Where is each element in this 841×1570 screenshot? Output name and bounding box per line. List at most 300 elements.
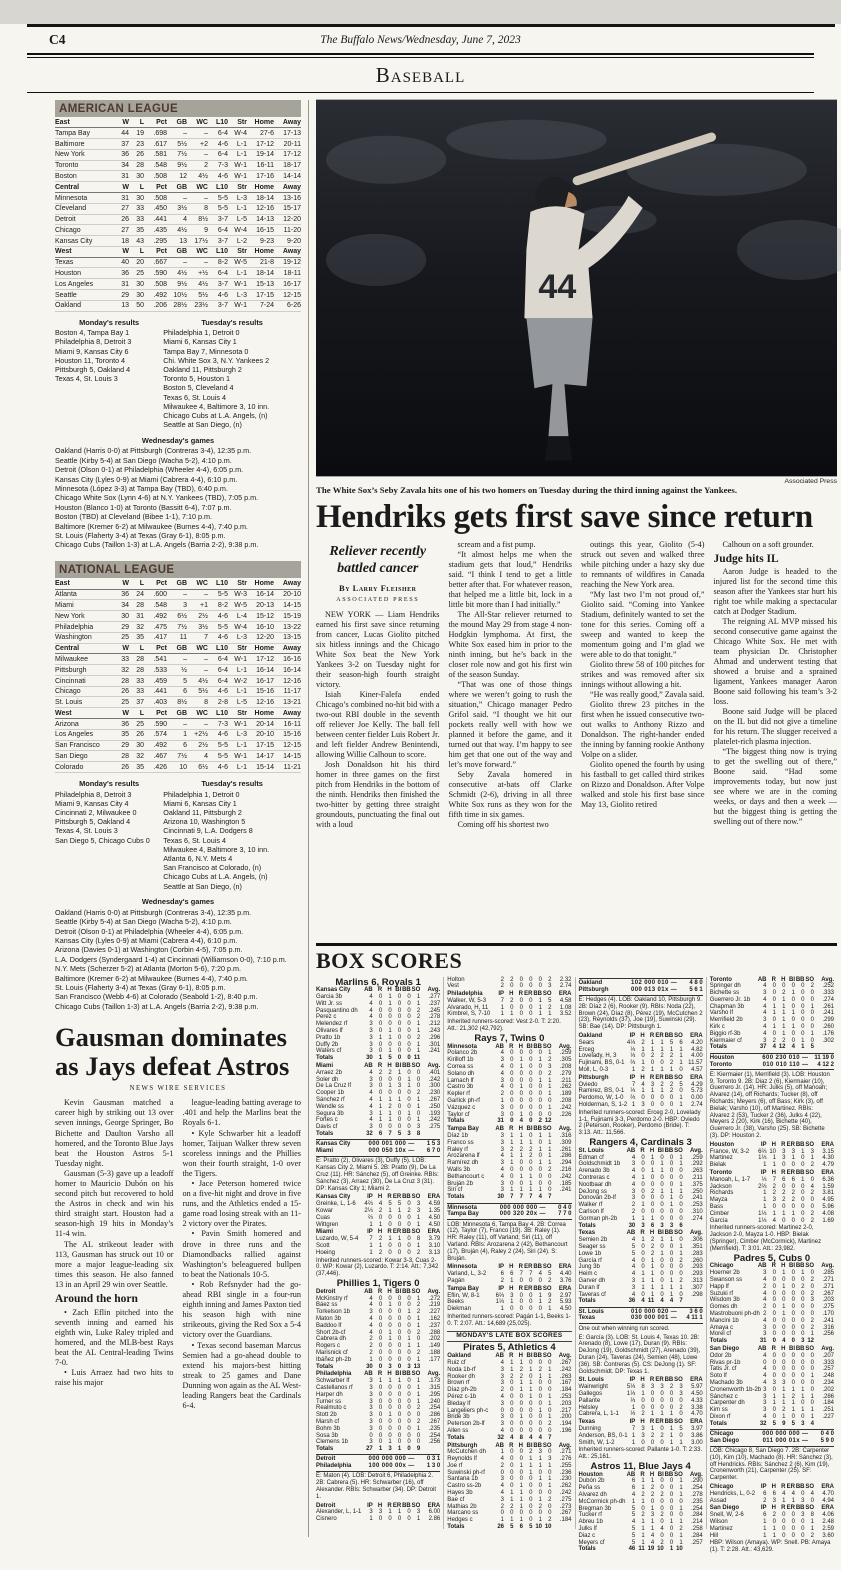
batting-table	[710, 1346, 834, 1428]
player-name: Santana 1b	[447, 1476, 478, 1483]
stat-value: 0	[791, 1317, 795, 1324]
stat-value: 1	[388, 1439, 392, 1446]
pitching-table	[447, 991, 571, 1018]
stat-value: –	[183, 194, 187, 202]
player-name: Castellanos rf	[316, 1384, 353, 1391]
stat-value: 1	[782, 1030, 786, 1037]
lead-photo	[316, 100, 837, 476]
stat-value: 2	[669, 1060, 674, 1067]
stat-value: 6	[378, 1131, 383, 1138]
stat-value: 0	[538, 1393, 542, 1400]
linescore-row	[710, 1062, 834, 1069]
stat-value: 8-2	[217, 602, 228, 610]
stat-value: 3	[548, 983, 552, 990]
stat-value: 0	[669, 1175, 674, 1182]
stat-value: 0	[529, 1133, 533, 1140]
stat-row	[447, 1463, 571, 1470]
linescore	[710, 1429, 834, 1447]
player-name: Bregman 3b	[578, 1505, 612, 1512]
stat-row	[579, 1258, 703, 1265]
stat-value: 9-20	[286, 237, 301, 245]
stat-value: 16-10	[256, 623, 274, 631]
stat-value: .295	[153, 237, 167, 245]
newspaper-page	[0, 24, 841, 1570]
stat-value: 13-22	[283, 623, 301, 631]
player-name: Tucker rf	[578, 1512, 602, 1519]
stat-row	[316, 1433, 440, 1440]
stat-row	[447, 1387, 571, 1394]
stat-value: .574	[153, 731, 167, 739]
avg-value: 1.69	[822, 1217, 834, 1224]
stat-value: 16-14	[256, 666, 274, 674]
article-deck: Reliever recently battled cancer	[329, 543, 427, 576]
stat-value: .459	[153, 677, 167, 685]
stat-row	[447, 1278, 571, 1285]
stat-value: 0	[529, 1421, 533, 1428]
stat-value: 2	[763, 1283, 767, 1290]
stat-value: 0	[529, 1050, 533, 1057]
player-name: Oviedo	[578, 1081, 598, 1088]
table-header	[579, 1472, 703, 1479]
stat-value: 3½	[177, 205, 187, 213]
stat-value: 17½	[194, 237, 208, 245]
stat-value: 0	[669, 1271, 674, 1278]
stat-row	[579, 1161, 703, 1168]
team-name: Boston	[55, 173, 77, 180]
player-name: Anderson, BS, 0-1	[578, 1432, 628, 1439]
stat-value: 0	[641, 1195, 645, 1202]
table-header	[579, 1377, 703, 1384]
stat-value: 1	[538, 1160, 542, 1167]
avg-value: .242	[428, 1076, 441, 1083]
stat-value: 6-26	[286, 302, 301, 310]
stat-value: 1	[650, 1284, 655, 1291]
player-name: Dixon rf	[709, 1413, 731, 1420]
stat-value: 0	[529, 1077, 533, 1084]
column-header: H	[640, 1074, 645, 1081]
stat-value: 0	[650, 1498, 655, 1505]
stat-value: 0	[407, 1007, 411, 1014]
avg-value: .237	[428, 1322, 441, 1329]
stat-value: 0	[669, 1257, 674, 1264]
column-header: L	[139, 248, 144, 256]
stat-value: 0	[388, 1124, 392, 1131]
stat-value: 3	[369, 1041, 373, 1048]
player-name: Correa ss	[447, 1064, 474, 1071]
column-header: BB	[402, 1063, 411, 1070]
left-column	[55, 100, 308, 1537]
stat-value: 1	[801, 1407, 805, 1414]
stat-value: 0	[679, 1088, 683, 1095]
table-header	[316, 1371, 440, 1378]
dash: —	[539, 1204, 546, 1211]
avg-value: .259	[559, 1050, 572, 1057]
avg-value: .257	[822, 1366, 834, 1373]
column-header: GB	[176, 119, 187, 127]
stat-value: 4	[204, 752, 208, 760]
column-header: AB	[364, 1063, 373, 1070]
stat-value: 0	[510, 1469, 514, 1476]
box-note: One out when winning run scored.	[578, 1325, 670, 1332]
stat-value: 2	[801, 1283, 805, 1290]
avg-value: .278	[428, 1014, 441, 1021]
stat-row	[579, 1384, 703, 1391]
stat-row	[447, 1057, 571, 1064]
stat-value: 40	[121, 259, 129, 267]
stat-value: 14-17	[256, 752, 274, 760]
stat-row	[579, 1102, 703, 1109]
stat-row	[710, 1017, 834, 1024]
stat-value: 1	[407, 1110, 411, 1117]
stat-value: 0	[510, 1118, 514, 1125]
stat-value: 1	[669, 1519, 674, 1526]
avg-value: .196	[559, 1427, 572, 1434]
column-header: H	[518, 1126, 523, 1133]
stat-row	[579, 1506, 703, 1513]
stat-value: 12	[778, 1044, 786, 1051]
stat-value: 0	[791, 1379, 795, 1386]
stat-value: 0	[407, 1405, 411, 1412]
stat-value: 3	[388, 1446, 392, 1453]
stat-row	[316, 1336, 440, 1343]
player-name: Fortes c	[316, 1117, 338, 1124]
stat-value: 16-11	[283, 720, 301, 728]
column-header: ERA	[558, 1264, 572, 1271]
stat-value: 1	[548, 1306, 552, 1313]
column-header: BB	[402, 1194, 411, 1201]
player-name: Totals	[578, 1546, 596, 1553]
stat-value: 0	[388, 1391, 392, 1398]
stat-value: 1	[397, 1208, 402, 1214]
stat-value: 0	[782, 1317, 786, 1324]
stat-value: 0	[538, 1050, 542, 1057]
column-header: R	[509, 1043, 514, 1050]
player-name: McCutchen dh	[447, 1449, 486, 1456]
stat-value: 1	[548, 1483, 552, 1490]
stat-value: 0	[772, 1386, 776, 1393]
player-name: García rf	[578, 1257, 602, 1264]
innings: 102 000 010	[630, 980, 669, 986]
stat-value: 0	[650, 1202, 655, 1209]
dash: —	[408, 1148, 415, 1155]
column-header: SO	[805, 1141, 814, 1148]
batting-table	[316, 1063, 440, 1138]
avg-value: .236	[559, 1469, 572, 1476]
stat-row	[316, 1243, 440, 1250]
player-name: Martinez	[709, 1525, 733, 1532]
stat-value: 1	[548, 1139, 552, 1146]
stat-value: 1	[650, 1039, 655, 1046]
stat-value: 0	[529, 1359, 533, 1366]
stat-row	[710, 1024, 834, 1031]
stat-row	[316, 1048, 440, 1055]
column-header: ERA	[427, 1194, 441, 1201]
column-header: BI	[526, 1126, 533, 1133]
stat-value: 1	[641, 1519, 645, 1526]
stat-value: 18-14	[256, 270, 274, 278]
stat-value: 7-24	[259, 302, 274, 310]
player-name: Holton	[447, 976, 465, 983]
standings-row	[55, 128, 301, 139]
stat-value: 0	[782, 1373, 786, 1380]
avg-value: 2.97	[559, 1292, 572, 1299]
linescore	[447, 1203, 571, 1221]
stat-value: 0	[538, 983, 542, 990]
avg-value: .189	[559, 1091, 572, 1098]
player-name: McKinstry rf	[316, 1295, 348, 1302]
stat-value: 0	[529, 1517, 533, 1524]
cleats	[544, 436, 572, 460]
run-hit-error: 4 8 0	[689, 980, 703, 986]
player-name: Hayes 3b	[447, 1490, 473, 1497]
stat-value: 2	[548, 1299, 552, 1306]
stat-value: 1	[679, 1478, 683, 1485]
stat-value: 1	[369, 1249, 373, 1256]
dash: —	[408, 1456, 415, 1463]
stat-value: 1⅓	[758, 1210, 767, 1217]
avg-value: 2.86	[428, 1516, 441, 1523]
avg-value: 2.59	[822, 1525, 834, 1532]
stat-value: 1	[650, 1526, 655, 1533]
linescore-row	[579, 1309, 703, 1316]
stat-value: 5-5	[217, 742, 228, 750]
stat-value: 1	[801, 1386, 805, 1393]
stat-value: 0	[529, 1104, 533, 1111]
column-header: AB	[364, 1371, 373, 1378]
stat-value: 1	[641, 1046, 645, 1053]
stat-value: 0	[782, 1352, 786, 1359]
stat-value: 2	[510, 976, 514, 983]
divider	[316, 943, 837, 946]
standings-row	[55, 741, 301, 752]
result-line: San Francisco (Webb 4-6) at Colorado (Seabold 1-2), 8:40 p.m.	[55, 992, 258, 1002]
stat-row	[579, 1053, 703, 1060]
stat-value: 0	[650, 1404, 655, 1411]
stat-value: 1	[529, 1387, 533, 1394]
stat-value: 0	[500, 1510, 504, 1517]
stat-value: 0	[529, 1306, 533, 1313]
stat-value: 1	[548, 1133, 552, 1140]
stat-value: 0	[407, 1398, 411, 1405]
stat-value: 28½	[173, 302, 187, 310]
stat-value: 0	[529, 1483, 533, 1490]
player-name: Jackson	[709, 1183, 732, 1190]
stat-value: 1	[782, 1393, 786, 1400]
stat-value: 0	[810, 990, 814, 997]
column-header: R	[771, 1345, 776, 1352]
stat-value: 1	[763, 1532, 767, 1539]
player-name: Vest	[447, 983, 459, 990]
avg-value: .184	[559, 1387, 572, 1394]
player-name: McCormick ph-dh	[578, 1498, 626, 1505]
player-name: Cooper 1b	[316, 1090, 345, 1097]
column-header: ER	[524, 1264, 533, 1271]
stat-value: 0	[529, 997, 533, 1004]
stat-value: 1	[791, 1497, 795, 1504]
stat-value: 0	[782, 1324, 786, 1331]
stat-value: 4	[782, 1490, 786, 1497]
stat-value: 5	[631, 1250, 636, 1257]
stat-value: 0	[510, 1407, 514, 1414]
result-line: Seattle (Kirby 5-4) at San Diego (Wacha 5-2), 4:10 p.m.	[55, 917, 232, 927]
stat-value: 0	[660, 1257, 664, 1264]
column-header: BB	[402, 1371, 411, 1378]
avg-value: .208	[559, 1098, 572, 1105]
player-name: Totals	[447, 1118, 465, 1125]
avg-value: .279	[559, 1070, 572, 1077]
stat-value: 0	[791, 1338, 795, 1345]
stat-value: 0	[397, 1343, 402, 1350]
stat-value: 2	[548, 1517, 552, 1524]
player-name: Castro 3b	[447, 1084, 474, 1091]
stat-value: 1	[529, 1456, 533, 1463]
stat-value: 5	[810, 1044, 814, 1051]
table-header	[579, 1033, 703, 1040]
stat-value: 1	[510, 1490, 514, 1497]
stat-value: 0	[529, 1070, 533, 1077]
avg-value: 4.70	[822, 1490, 834, 1497]
avg-value: 4.33	[691, 1397, 703, 1404]
stat-value: 1	[679, 1439, 683, 1446]
stat-value: 0	[529, 1476, 533, 1483]
stat-value: 1	[538, 1496, 542, 1503]
column-header: H	[781, 1263, 786, 1270]
stat-value: 1	[519, 1483, 523, 1490]
column-header: SO	[542, 1126, 552, 1133]
stat-value: 0	[650, 1390, 655, 1397]
column-header: H	[640, 1377, 645, 1384]
stat-value: 1	[810, 1155, 814, 1162]
stat-value: 0	[548, 1111, 552, 1118]
player-name: Siri cf	[447, 1187, 463, 1194]
stat-value: 1	[538, 997, 542, 1004]
avg-value: .307	[691, 1284, 703, 1291]
stat-value: 3-7	[217, 237, 228, 245]
stat-value: 0	[650, 1102, 655, 1109]
team-name: Chicago	[709, 1484, 734, 1491]
stat-row	[316, 1111, 440, 1118]
column-header: H	[509, 1264, 514, 1271]
stat-value: 0	[772, 1276, 776, 1283]
stat-row	[710, 1190, 834, 1197]
jersey-number: 44	[538, 267, 577, 306]
batting-table	[579, 1230, 703, 1305]
stat-value: 0	[407, 1418, 411, 1425]
stat-value: 35	[136, 763, 144, 771]
stat-value: 0	[510, 1421, 514, 1428]
stat-value: 4	[763, 1030, 767, 1037]
stat-value: 4	[500, 1050, 504, 1057]
stat-value: 0	[641, 1154, 645, 1161]
run-hit-error: 5 6 1	[689, 986, 703, 993]
stat-row	[316, 1070, 440, 1077]
stat-row	[579, 1155, 703, 1162]
stat-value: 1	[548, 1393, 552, 1400]
stat-value: 0	[397, 1302, 402, 1309]
stat-value: 0	[529, 1160, 533, 1167]
stat-row	[579, 1244, 703, 1251]
column-header: ER	[524, 1285, 533, 1292]
stat-value: 1	[801, 1270, 805, 1277]
stat-value: 1	[791, 1386, 795, 1393]
stat-value: 3	[500, 1496, 504, 1503]
player-name: Díaz ph-2b	[447, 1387, 477, 1394]
stat-value: 0	[378, 1439, 383, 1446]
stat-row	[447, 1011, 571, 1018]
column-header: IP	[367, 1194, 373, 1201]
stat-value: 1	[772, 1525, 776, 1532]
player-name: Chapman 3b	[709, 1003, 745, 1010]
pitching-table	[316, 1503, 440, 1523]
table-header	[447, 1264, 571, 1271]
stat-value: 6-4	[217, 129, 228, 137]
stat-value: 5	[791, 1420, 795, 1427]
player-name: Pérez c-1b	[447, 1393, 477, 1400]
stat-value: 1	[397, 1097, 402, 1104]
stat-row	[447, 998, 571, 1005]
result-line: Texas 4, St. Louis 3	[55, 826, 118, 836]
stat-value: 7-3	[217, 162, 228, 170]
stat-value: 0	[660, 1425, 664, 1432]
stat-value: 2	[650, 1432, 655, 1439]
stat-value: 0	[510, 1084, 514, 1091]
result-line: Pittsburgh 5, Oakland 4	[55, 365, 131, 375]
stat-value: 1	[669, 1284, 674, 1291]
stat-row	[316, 1439, 440, 1446]
player-name: Bichette ss	[709, 990, 740, 997]
stat-value: 1	[510, 1160, 514, 1167]
stat-value: 0	[810, 1270, 814, 1277]
table-header	[447, 1353, 571, 1360]
player-name: Bethancourt c	[447, 1173, 485, 1180]
stat-value: 1	[378, 1221, 383, 1228]
avg-value: .254	[428, 1405, 441, 1412]
stat-value: 0	[519, 1292, 523, 1299]
column-header: R	[781, 1170, 786, 1177]
stat-value: 2	[810, 1190, 814, 1197]
result-line: Milwaukee 4, Baltimore 3, 10 inn.	[163, 844, 270, 854]
stat-value: 0	[407, 1439, 411, 1446]
stat-value: 2-8	[217, 699, 228, 707]
column-header: AB	[495, 1043, 504, 1050]
player-name: Turner ss	[316, 1398, 342, 1405]
stat-value: 0	[397, 1405, 402, 1412]
stat-value: 1	[407, 1083, 411, 1090]
stat-value: 3	[369, 1021, 373, 1028]
innings: 000 001 000	[368, 1141, 407, 1148]
stat-value: 5½	[198, 688, 208, 696]
league-header-bar: AMERICAN LEAGUE	[55, 100, 301, 117]
stat-value: .492	[153, 612, 167, 620]
stat-value: 0	[378, 1076, 383, 1083]
stat-value: 0	[397, 1322, 402, 1329]
stat-row	[579, 1195, 703, 1202]
stat-value: 0	[538, 1414, 542, 1421]
stat-value: L-1	[236, 140, 247, 148]
stat-value: 1	[500, 1306, 504, 1313]
stat-value: ⅓	[630, 1046, 636, 1053]
stat-value: 20-13	[256, 602, 274, 610]
avg-value: 5.96	[822, 1204, 834, 1210]
stat-value: 0	[388, 1295, 392, 1302]
player-name: Amaya c	[709, 1324, 734, 1331]
paragraph: Gausman (5-3) gave up a leadoff homer to Mauricio Dubón on his second pitch but recovered to hold the Astros in check and win his third straight start. Houston had a season-high 19 hits in Monday’s 11-4 win.	[55, 1168, 174, 1239]
stat-value: 0	[782, 1519, 786, 1526]
result-line: Miami 9, Kansas City 4	[55, 798, 129, 808]
column-header: BB	[795, 976, 805, 983]
stat-value: 1	[791, 1400, 795, 1407]
player-name: Kowar	[316, 1208, 334, 1214]
